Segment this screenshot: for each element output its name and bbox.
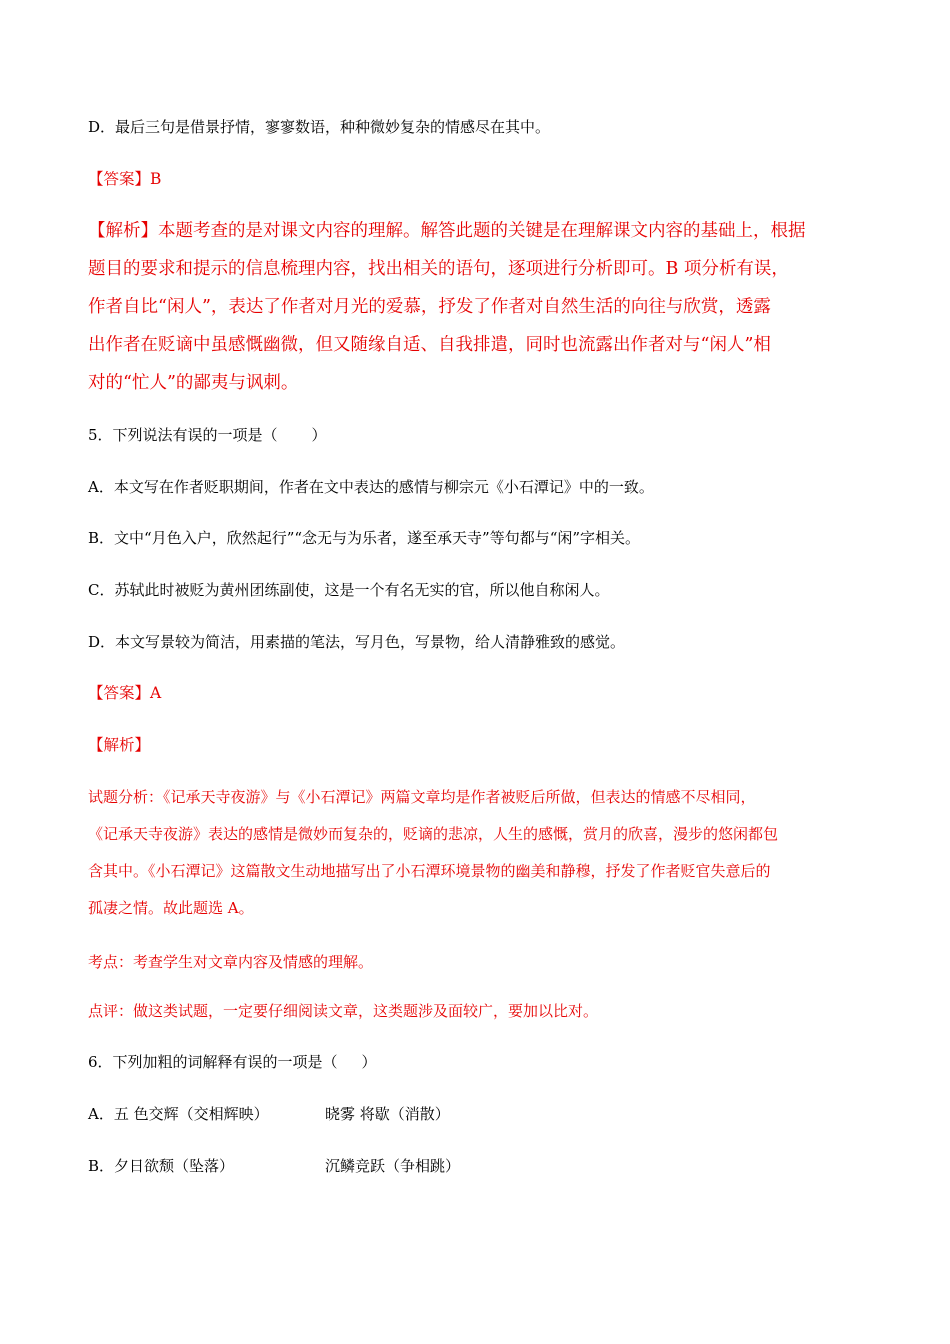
q5-analysis-line-1: 试题分析：《记承天寺夜游》与《小石潭记》两篇文章均是作者被贬后所做，但表达的情感不尽相同， [88, 788, 756, 806]
q6-stem [88, 1052, 377, 1072]
q5-analysis-line-4: 孤凄之情。故此题选 A。 [88, 899, 254, 917]
q5-analysis-label: 【解析】 [88, 736, 151, 754]
q4-analysis-line-4: 出作者在贬谪中虽感慨幽微，但又随缘自适、自我排遣，同时也流露出作者对与“闲人”相 [88, 335, 771, 355]
q5-analysis-line-3: 含其中。《小石潭记》这篇散文生动地描写出了小石潭环境景物的幽美和静穆，抒发了作者贬官失意后的 [88, 862, 771, 880]
q6-option-a-left: A．五 色交辉（交相辉映） [88, 1105, 269, 1123]
q5-answer: 【答案】A [88, 684, 162, 702]
q5-kaodian: 考点：考查学生对文章内容及情感的理解。 [88, 953, 374, 971]
q5-option-a: A．本文写在作者贬职期间，作者在文中表达的感情与柳宗元《小石潭记》中的一致。 [88, 478, 654, 496]
q4-analysis-line-3: 作者自比“闲人”，表达了作者对月光的爱慕，抒发了作者对自然生活的向往与欣赏，透露 [88, 297, 771, 317]
q5-option-b: B．文中“月色入户，欣然起行”“念无与为乐者，遂至承天寺”等句都与“闲”字相关。 [88, 529, 641, 547]
q5-stem [88, 425, 327, 445]
q5-stem-text: 5．下列说法有误的一项是（ [88, 426, 278, 444]
q6-stem-text: 6．下列加粗的词解释有误的一项是（ [88, 1053, 338, 1071]
q4-answer: 【答案】B [88, 170, 162, 188]
q5-stem-end: ） [311, 426, 327, 444]
q4-analysis-line-5: 对的“忙人”的鄙夷与讽刺。 [88, 373, 299, 393]
q4-option-d: D．最后三句是借景抒情，寥寥数语，种种微妙复杂的情感尽在其中。 [88, 118, 551, 136]
q5-option-d: D．本文写景较为简洁，用素描的笔法，写月色，写景物，给人清静雅致的感觉。 [88, 633, 626, 651]
q6-option-a-right: 晓雾 将歇（消散） [325, 1105, 450, 1123]
q6-stem-end: ） [361, 1053, 377, 1071]
q6-option-b-left: B．夕日欲颓（坠落） [88, 1157, 235, 1175]
q4-analysis-line-1: 【解析】本题考查的是对课文内容的理解。解答此题的关键是在理解课文内容的基础上，根据 [88, 221, 806, 241]
q5-analysis-line-2: 《记承天寺夜游》表达的感情是微妙而复杂的，贬谪的悲凉，人生的感慨，赏月的欣喜，漫步的悠闲都包 [88, 825, 779, 843]
q6-option-b-right: 沉鳞竞跃（争相跳） [325, 1157, 461, 1175]
q5-dianping: 点评：做这类试题，一定要仔细阅读文章，这类题涉及面较广，要加以比对。 [88, 1002, 599, 1020]
q4-analysis-line-2: 题目的要求和提示的信息梳理内容，找出相关的语句，逐项进行分析即可。B 项分析有误， [88, 259, 789, 279]
q5-option-c: C．苏轼此时被贬为黄州团练副使，这是一个有名无实的官，所以他自称闲人。 [88, 581, 610, 599]
